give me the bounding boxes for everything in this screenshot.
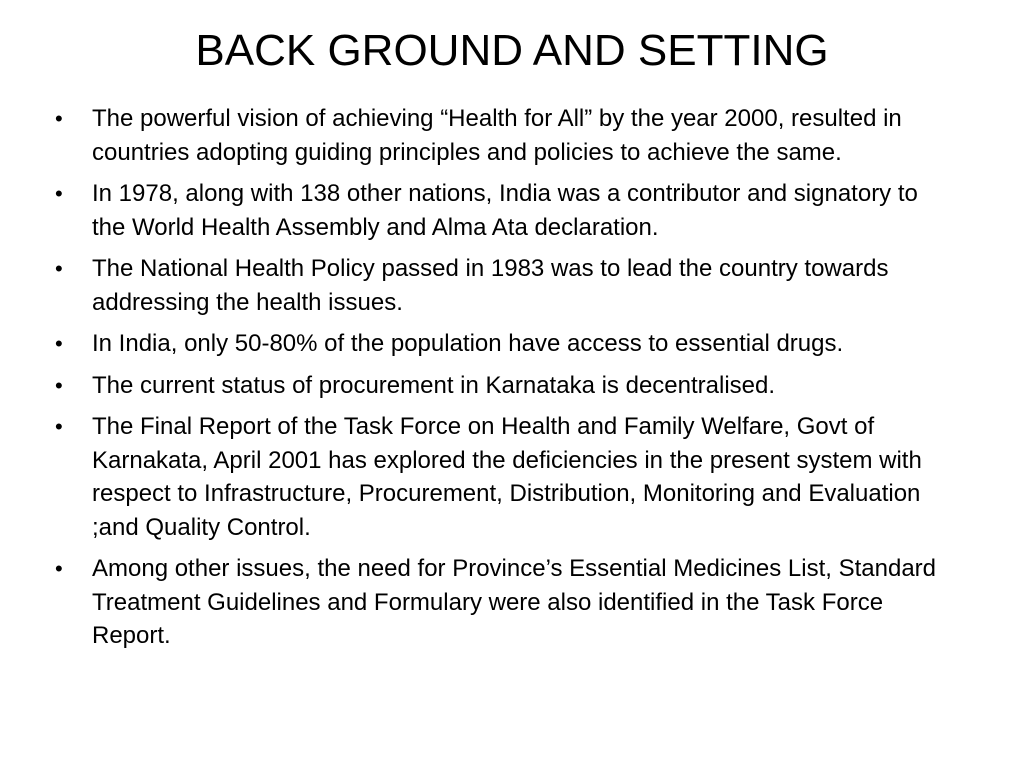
bullet-item	[55, 369, 945, 403]
bullet-item	[55, 410, 945, 544]
bullet-text: Among other issues, the need for Province’s Essential Medicines List, Standard Treatment Guidelines and Formulary were also identified in the Task Force Report.	[92, 555, 937, 649]
bullet-item	[55, 252, 945, 319]
bullet-icon: •	[55, 106, 63, 131]
bullet-text: In 1978, along with 138 other nations, India was a contributor and signatory to the World Health Assembly and Alma Ata declaration.	[92, 180, 918, 241]
bullet-icon: •	[55, 556, 63, 581]
bullet-text: The current status of procurement in Karnataka is decentralised.	[92, 371, 776, 399]
bullet-item	[55, 327, 945, 361]
bullet-text: The National Health Policy passed in 1983 was to lead the country towards addressing the health issues.	[92, 255, 889, 316]
bullet-icon: •	[55, 181, 63, 206]
bullet-icon: •	[55, 331, 63, 356]
bullet-list	[55, 102, 945, 661]
bullet-icon: •	[55, 372, 63, 398]
bullet-item	[55, 102, 945, 169]
bullet-item	[55, 552, 945, 653]
bullet-text: In India, only 50-80% of the population have access to essential drugs.	[92, 330, 844, 357]
bullet-text: The powerful vision of achieving “Health for All” by the year 2000, resulted in countries adopting guiding principles and policies to achieve the same.	[92, 105, 902, 166]
bullet-icon: •	[55, 414, 63, 439]
bullet-icon: •	[55, 256, 63, 281]
bullet-item	[55, 177, 945, 244]
bullet-text: The Final Report of the Task Force on Health and Family Welfare, Govt of Karnakata, April 2001 has explored the deficiencies in the present system with respect to Infrastructure, Procurement, Distribution, Monitoring and Evaluation ;and Quality Control.	[92, 413, 922, 541]
slide-title: BACK GROUND AND SETTING	[195, 26, 829, 75]
